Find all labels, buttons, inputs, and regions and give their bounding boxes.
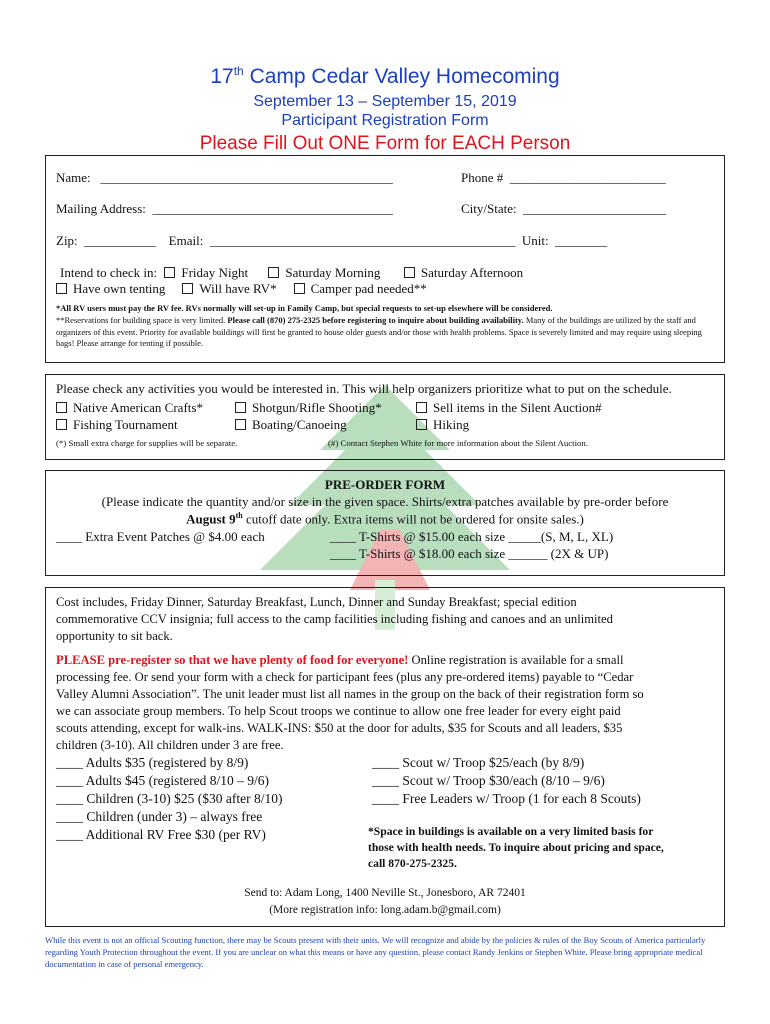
- scout-30-field[interactable]: ____ Scout w/ Troop $30/each (8/10 – 9/6): [372, 773, 605, 788]
- email-field[interactable]: _______________________________________________: [209, 233, 516, 248]
- shooting-label: Shotgun/Rifle Shooting*: [252, 400, 382, 415]
- address-label: Mailing Address:: [56, 201, 146, 216]
- zip-field[interactable]: ___________: [84, 233, 156, 248]
- adults-35-field[interactable]: ____ Adults $35 (registered by 8/9): [56, 755, 249, 770]
- registration-line-2: processing fee. Or send your form with a check for participant fees (plus any pre-ordered items) payable to “Cedar: [56, 670, 634, 684]
- form-subtitle: Participant Registration Form: [281, 112, 489, 129]
- friday-night-checkbox[interactable]: [164, 267, 175, 278]
- form-title: 17th Camp Cedar Valley Homecoming: [210, 64, 560, 88]
- fishing-checkbox[interactable]: [56, 419, 67, 430]
- saturday-afternoon-label: Saturday Afternoon: [420, 265, 524, 280]
- tshirt-large-order-field[interactable]: ____ T-Shirts @ $18.00 each size ______ (2X & UP): [330, 546, 609, 561]
- activities-section: [45, 374, 725, 460]
- own-tenting-checkbox[interactable]: [56, 283, 67, 294]
- boating-checkbox[interactable]: [235, 419, 246, 430]
- children-field[interactable]: ____ Children (3-10) $25 ($30 after 8/10): [56, 791, 283, 806]
- more-info-email: (More registration info: long.adam.b@gmail.com): [269, 904, 501, 916]
- friday-night-label: Friday Night: [181, 265, 249, 280]
- native-crafts-label: Native American Crafts*: [73, 400, 203, 415]
- boating-label: Boating/Canoeing: [252, 417, 347, 432]
- event-dates: September 13 – September 15, 2019: [253, 93, 517, 110]
- free-leaders-field[interactable]: ____ Free Leaders w/ Troop (1 for each 8 Scouts): [372, 791, 641, 806]
- registration-line-6: children (3-10). All children under 3 are free.: [56, 738, 284, 752]
- send-to-address: Send to: Adam Long, 1400 Neville St., Jonesboro, AR 72401: [244, 887, 526, 899]
- space-note-3: call 870-275-2325.: [368, 857, 457, 870]
- registration-line-5: scouts attending, except for walk-ins. WALK-INS: $50 at the door for adults, $35 for Scouts and all leaders, $35: [56, 721, 623, 735]
- cost-line-1: Cost includes, Friday Dinner, Saturday Breakfast, Lunch, Dinner and Sunday Breakfast; special edition: [56, 595, 577, 609]
- preorder-cutoff: August 9th cutoff date only. Extra items will not be ordered for onsite sales.): [186, 511, 584, 527]
- registration-line-4: we can associate group members. To help Scout troops we continue to allow one free leader for every eight paid: [56, 704, 621, 718]
- children-under3-field[interactable]: ____ Children (under 3) – always free: [56, 809, 263, 824]
- scout-25-field[interactable]: ____ Scout w/ Troop $25/each (by 8/9): [372, 755, 585, 770]
- phone-label: Phone #: [461, 170, 504, 185]
- rv-label: Will have RV*: [199, 281, 277, 296]
- cost-line-3: opportunity to sit back.: [56, 629, 173, 643]
- silent-auction-note: (#) Contact Stephen White for more information about the Silent Auction.: [328, 438, 589, 448]
- shooting-checkbox[interactable]: [235, 402, 246, 413]
- tshirt-small-order-field[interactable]: ____ T-Shirts @ $15.00 each size _____(S, M, L, XL): [330, 529, 614, 544]
- native-crafts-checkbox[interactable]: [56, 402, 67, 413]
- rv-note: *All RV users must pay the RV fee. RVs normally will set-up in Family Camp, but special requests to set-up elsewhere will be considered.: [56, 303, 553, 313]
- silent-auction-label: Sell items in the Silent Auction#: [433, 400, 602, 415]
- email-label: Email:: [168, 233, 204, 248]
- phone-field[interactable]: ________________________: [509, 170, 666, 185]
- name-label: Name:: [56, 170, 91, 185]
- fishing-label: Fishing Tournament: [73, 417, 178, 432]
- registration-line-3: Valley Alumni Association”. The unit leader must list all names in the group on the back of their registration form so: [56, 687, 644, 701]
- camper-pad-checkbox[interactable]: [294, 283, 305, 294]
- silent-auction-checkbox[interactable]: [416, 402, 427, 413]
- rv-checkbox[interactable]: [182, 283, 193, 294]
- saturday-afternoon-checkbox[interactable]: [404, 267, 415, 278]
- patches-order-field[interactable]: ____ Extra Event Patches @ $4.00 each: [56, 529, 265, 544]
- saturday-morning-label: Saturday Morning: [285, 265, 381, 280]
- form-instruction: Please Fill Out ONE Form for EACH Person: [199, 133, 571, 154]
- extra-charge-note: (*) Small extra charge for supplies will be separate.: [56, 438, 238, 448]
- name-field[interactable]: _____________________________________________: [100, 170, 393, 185]
- preorder-instructions: (Please indicate the quantity and/or size in the given space. Shirts/extra patches available by pre-order before: [101, 494, 669, 509]
- reservation-note: **Reservations for building space is very limited. Please call (870) 275-2325 before registering to inquire about building availability. Many of the buildings are utilized by the staff and organizers of this event. Priority for available buildings will first be granted to house older guests and/or those with health problems. Space is severely limited and may require using sleeping bags! Please arrange for tenting if possible.: [56, 315, 702, 348]
- own-tenting-label: Have own tenting: [73, 281, 166, 296]
- saturday-morning-checkbox[interactable]: [268, 267, 279, 278]
- checkin-label: Intend to check in:: [60, 265, 158, 280]
- preregister-line: PLEASE pre-register so that we have plenty of food for everyone! Online registration is available for a small: [56, 653, 624, 667]
- footer-disclaimer: While this event is not an official Scouting function, there may be Scouts present with their units. We will recognize and abide by the policies & rules of the Boy Scouts of America particularly regarding Youth Protection throughout the event. If you are unclear on what this means or have any question, please contact Randy Jenkins or Stephen White. Please bring appropriate medical documentation in case of personal emergency.: [45, 935, 706, 970]
- cost-line-2: commemorative CCV insignia; full access to the camp facilities including fishing and canoes and an unlimited: [56, 612, 613, 626]
- rv-fee-field[interactable]: ____ Additional RV Free $30 (per RV): [56, 827, 266, 842]
- adults-45-field[interactable]: ____ Adults $45 (registered 8/10 – 9/6): [56, 773, 269, 788]
- cost-section: [45, 587, 725, 927]
- citystate-field[interactable]: ______________________: [523, 201, 667, 216]
- activities-intro: Please check any activities you would be interested in. This will help organizers prioritize what to put on the schedule.: [56, 381, 672, 396]
- camper-pad-label: Camper pad needed**: [310, 281, 427, 296]
- participant-info-section: [45, 155, 725, 363]
- unit-label: Unit:: [521, 233, 549, 248]
- space-note-2: those with health needs. To inquire about pricing and space,: [368, 841, 664, 854]
- unit-field[interactable]: ________: [555, 233, 608, 248]
- preorder-section: [45, 470, 725, 576]
- hiking-checkbox[interactable]: [416, 419, 427, 430]
- citystate-label: City/State:: [461, 201, 517, 216]
- hiking-label: Hiking: [433, 417, 470, 432]
- preorder-title: PRE-ORDER FORM: [324, 477, 446, 492]
- address-field[interactable]: _____________________________________: [152, 201, 393, 216]
- space-note-1: *Space in buildings is available on a very limited basis for: [368, 825, 654, 838]
- zip-label: Zip:: [56, 233, 78, 248]
